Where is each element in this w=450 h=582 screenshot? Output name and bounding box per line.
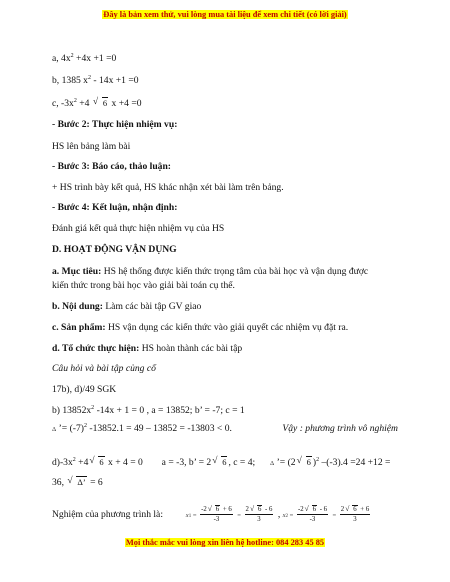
header-banner (0, 10, 450, 19)
organization-text: HS hoàn thành các bài tập (139, 343, 243, 354)
fraction-3 (297, 505, 328, 524)
f4-radicand: 6 (353, 506, 357, 514)
ex-d-delta-exponent: 2 (316, 457, 320, 463)
header-banner-text: Đây là bản xem thử, vui lòng mua tài liệu để xem chi tiết (có lời giải) (103, 10, 347, 19)
eq-b-exponent: 2 (87, 75, 91, 81)
footer-banner (0, 538, 450, 547)
ex-d-delta-a: ’= (2 (274, 457, 296, 468)
ex-d-coefficients: a = -3, b’ = 2 (161, 457, 212, 468)
sqrt-symbol (212, 456, 227, 468)
objective-text-1: HS hệ thống được kiến thức trọng tâm của bài học và vận dụng được (101, 266, 369, 277)
ex-d-delta-paren: ) (312, 457, 317, 468)
f2-num-b: - 6 (263, 506, 273, 514)
ex-d-exponent: 2 (72, 457, 76, 463)
ex-d-coef: +4 (75, 457, 89, 468)
exercise-b-delta (52, 423, 398, 436)
ex-d-radicand: 6 (99, 457, 104, 467)
objective-line-2: kiến thức trong bài học vào giải bài toán cụ thể. (52, 280, 235, 291)
eq-c-rest: x +4 =0 (111, 98, 142, 109)
sqrt-symbol (345, 505, 357, 514)
delta-icon: Δ (270, 460, 275, 467)
equals-sign: = (191, 512, 199, 519)
roots-label: Nghiệm của phương trình là: (52, 509, 163, 520)
f3-radicand: 6 (312, 506, 317, 514)
step-3-text: + HS trình bày kết quả, HS khác nhận xét bài làm trên bảng. (52, 182, 284, 193)
f4-num-b: + 6 (358, 506, 370, 514)
ex-b-exponent: 2 (91, 405, 95, 411)
ex-d-result-radicand: Δ’ (77, 477, 86, 487)
equation-c (52, 97, 142, 111)
ex-d-text: d)-3x (52, 457, 73, 468)
step-4-heading: - Bước 4: Kết luận, nhận định: (52, 202, 178, 213)
sqrt-symbol (305, 505, 317, 514)
eq-a-rest: +4x +1 =0 (73, 53, 117, 64)
delta-conclusion: Vậy : phương trình vô nghiệm (282, 423, 398, 434)
footer-banner-text: Mọi thắc mắc vui lòng xin liên hệ hotline: 084 283 45 85 (125, 538, 325, 547)
objective-line-1 (52, 266, 368, 278)
ex-d-rest: x + 4 = 0 (105, 457, 143, 468)
eq-c-coef: +4 (76, 98, 90, 109)
ex-d-result-value: 36, (52, 477, 64, 488)
step-2-text: HS lên bảng làm bài (52, 141, 131, 152)
product-text: HS vận dụng các kiến thức vào giải quyết các nhiệm vụ đặt ra. (105, 322, 349, 333)
eq-c-exponent: 2 (73, 98, 77, 104)
step-2-heading: - Bước 2: Thực hiện nhiệm vụ: (52, 119, 178, 130)
eq-a-exponent: 2 (70, 53, 74, 59)
eq-c-radicand: 6 (102, 98, 108, 108)
organization-label: d. Tổ chức thực hiện: (52, 343, 140, 354)
f1-num-a: -2 (201, 506, 207, 514)
section-d-heading: D. HOẠT ĐỘNG VẬN DỤNG (52, 244, 177, 255)
exercise-reference: 17b), d)/49 SGK (52, 384, 117, 395)
product-line (52, 322, 348, 334)
f1-radicand: 6 (215, 506, 220, 514)
step-4-text: Đánh giá kết quả thực hiện nhiệm vụ của HS (52, 223, 225, 234)
product-label: c. Sản phẩm: (52, 322, 106, 333)
equals-sign: = (332, 512, 338, 519)
sqrt-symbol (93, 97, 108, 109)
delta-exponent: 2 (83, 423, 87, 429)
step-3-heading: - Bước 3: Báo cáo, thảo luận: (52, 161, 171, 172)
f4-num-a: 2 (340, 506, 345, 514)
sqrt-symbol (67, 476, 86, 488)
f3-num-b: - 6 (318, 506, 328, 514)
delta-expression (52, 423, 232, 436)
f3-num-a: -2 (297, 506, 304, 514)
fraction-2 (245, 505, 274, 524)
exercise-d-result (52, 476, 103, 489)
exercise-d-equation (52, 456, 398, 470)
x2-subscript: 2 (285, 514, 289, 519)
ex-d-delta-rest: –(-3).4 =24 +12 = (319, 457, 391, 468)
f1-num-b: + 6 (221, 506, 232, 514)
delta-icon: Δ (52, 426, 57, 433)
content-line (52, 301, 201, 313)
roots-line (52, 505, 372, 527)
eq-b-text: b, 1385 x (52, 75, 88, 86)
eq-b-rest: - 14x +1 =0 (90, 75, 139, 86)
equation-a (52, 53, 116, 66)
delta-a: ’= (-7) (56, 423, 84, 434)
x1-symbol: x (185, 512, 189, 519)
f2-denominator: 3 (257, 516, 261, 524)
x2-symbol: x (282, 512, 286, 519)
delta-value: -13852.1 = 49 – 13852 = -13803 < 0. (86, 423, 232, 434)
equals-sign: = (288, 512, 295, 519)
f3-denominator: -3 (309, 516, 316, 524)
sqrt-symbol (89, 456, 104, 468)
sqrt-symbol (208, 505, 220, 514)
organization-line (52, 343, 242, 355)
content-label: b. Nội dung: (52, 301, 103, 312)
ex-b-rest: -14x + 1 = 0 , a = 13852; b’ = -7; c = 1 (94, 405, 245, 416)
equation-b (52, 75, 139, 88)
content-text: Làm các bài tập GV giao (102, 301, 202, 312)
ex-d-result-equals: = 6 (87, 477, 103, 488)
ex-d-delta-radicand: 6 (306, 457, 311, 467)
exercise-b-equation (52, 405, 245, 418)
f2-radicand: 6 (257, 506, 262, 514)
ex-d-coef-radicand: 6 (222, 457, 227, 467)
f4-denominator: 3 (353, 516, 357, 524)
sqrt-symbol (250, 505, 262, 514)
f1-denominator: -3 (213, 516, 220, 524)
x1-subscript: 1 (188, 514, 192, 519)
f2-num-a: 2 (245, 506, 249, 514)
sqrt-symbol (297, 456, 312, 468)
equals-sign: = (237, 512, 243, 519)
eq-c-text: c, -3x (52, 98, 74, 109)
objective-label: a. Mục tiêu: (52, 266, 102, 277)
question-heading: Câu hỏi và bài tập củng cố (52, 363, 156, 374)
eq-a-text: a, 4x (52, 53, 71, 64)
comma: , (277, 509, 281, 520)
fraction-4 (340, 505, 370, 524)
ex-d-coef-c: , c = 4; (228, 457, 256, 468)
ex-b-text: b) 13852x (52, 405, 92, 416)
fraction-1 (200, 505, 233, 524)
